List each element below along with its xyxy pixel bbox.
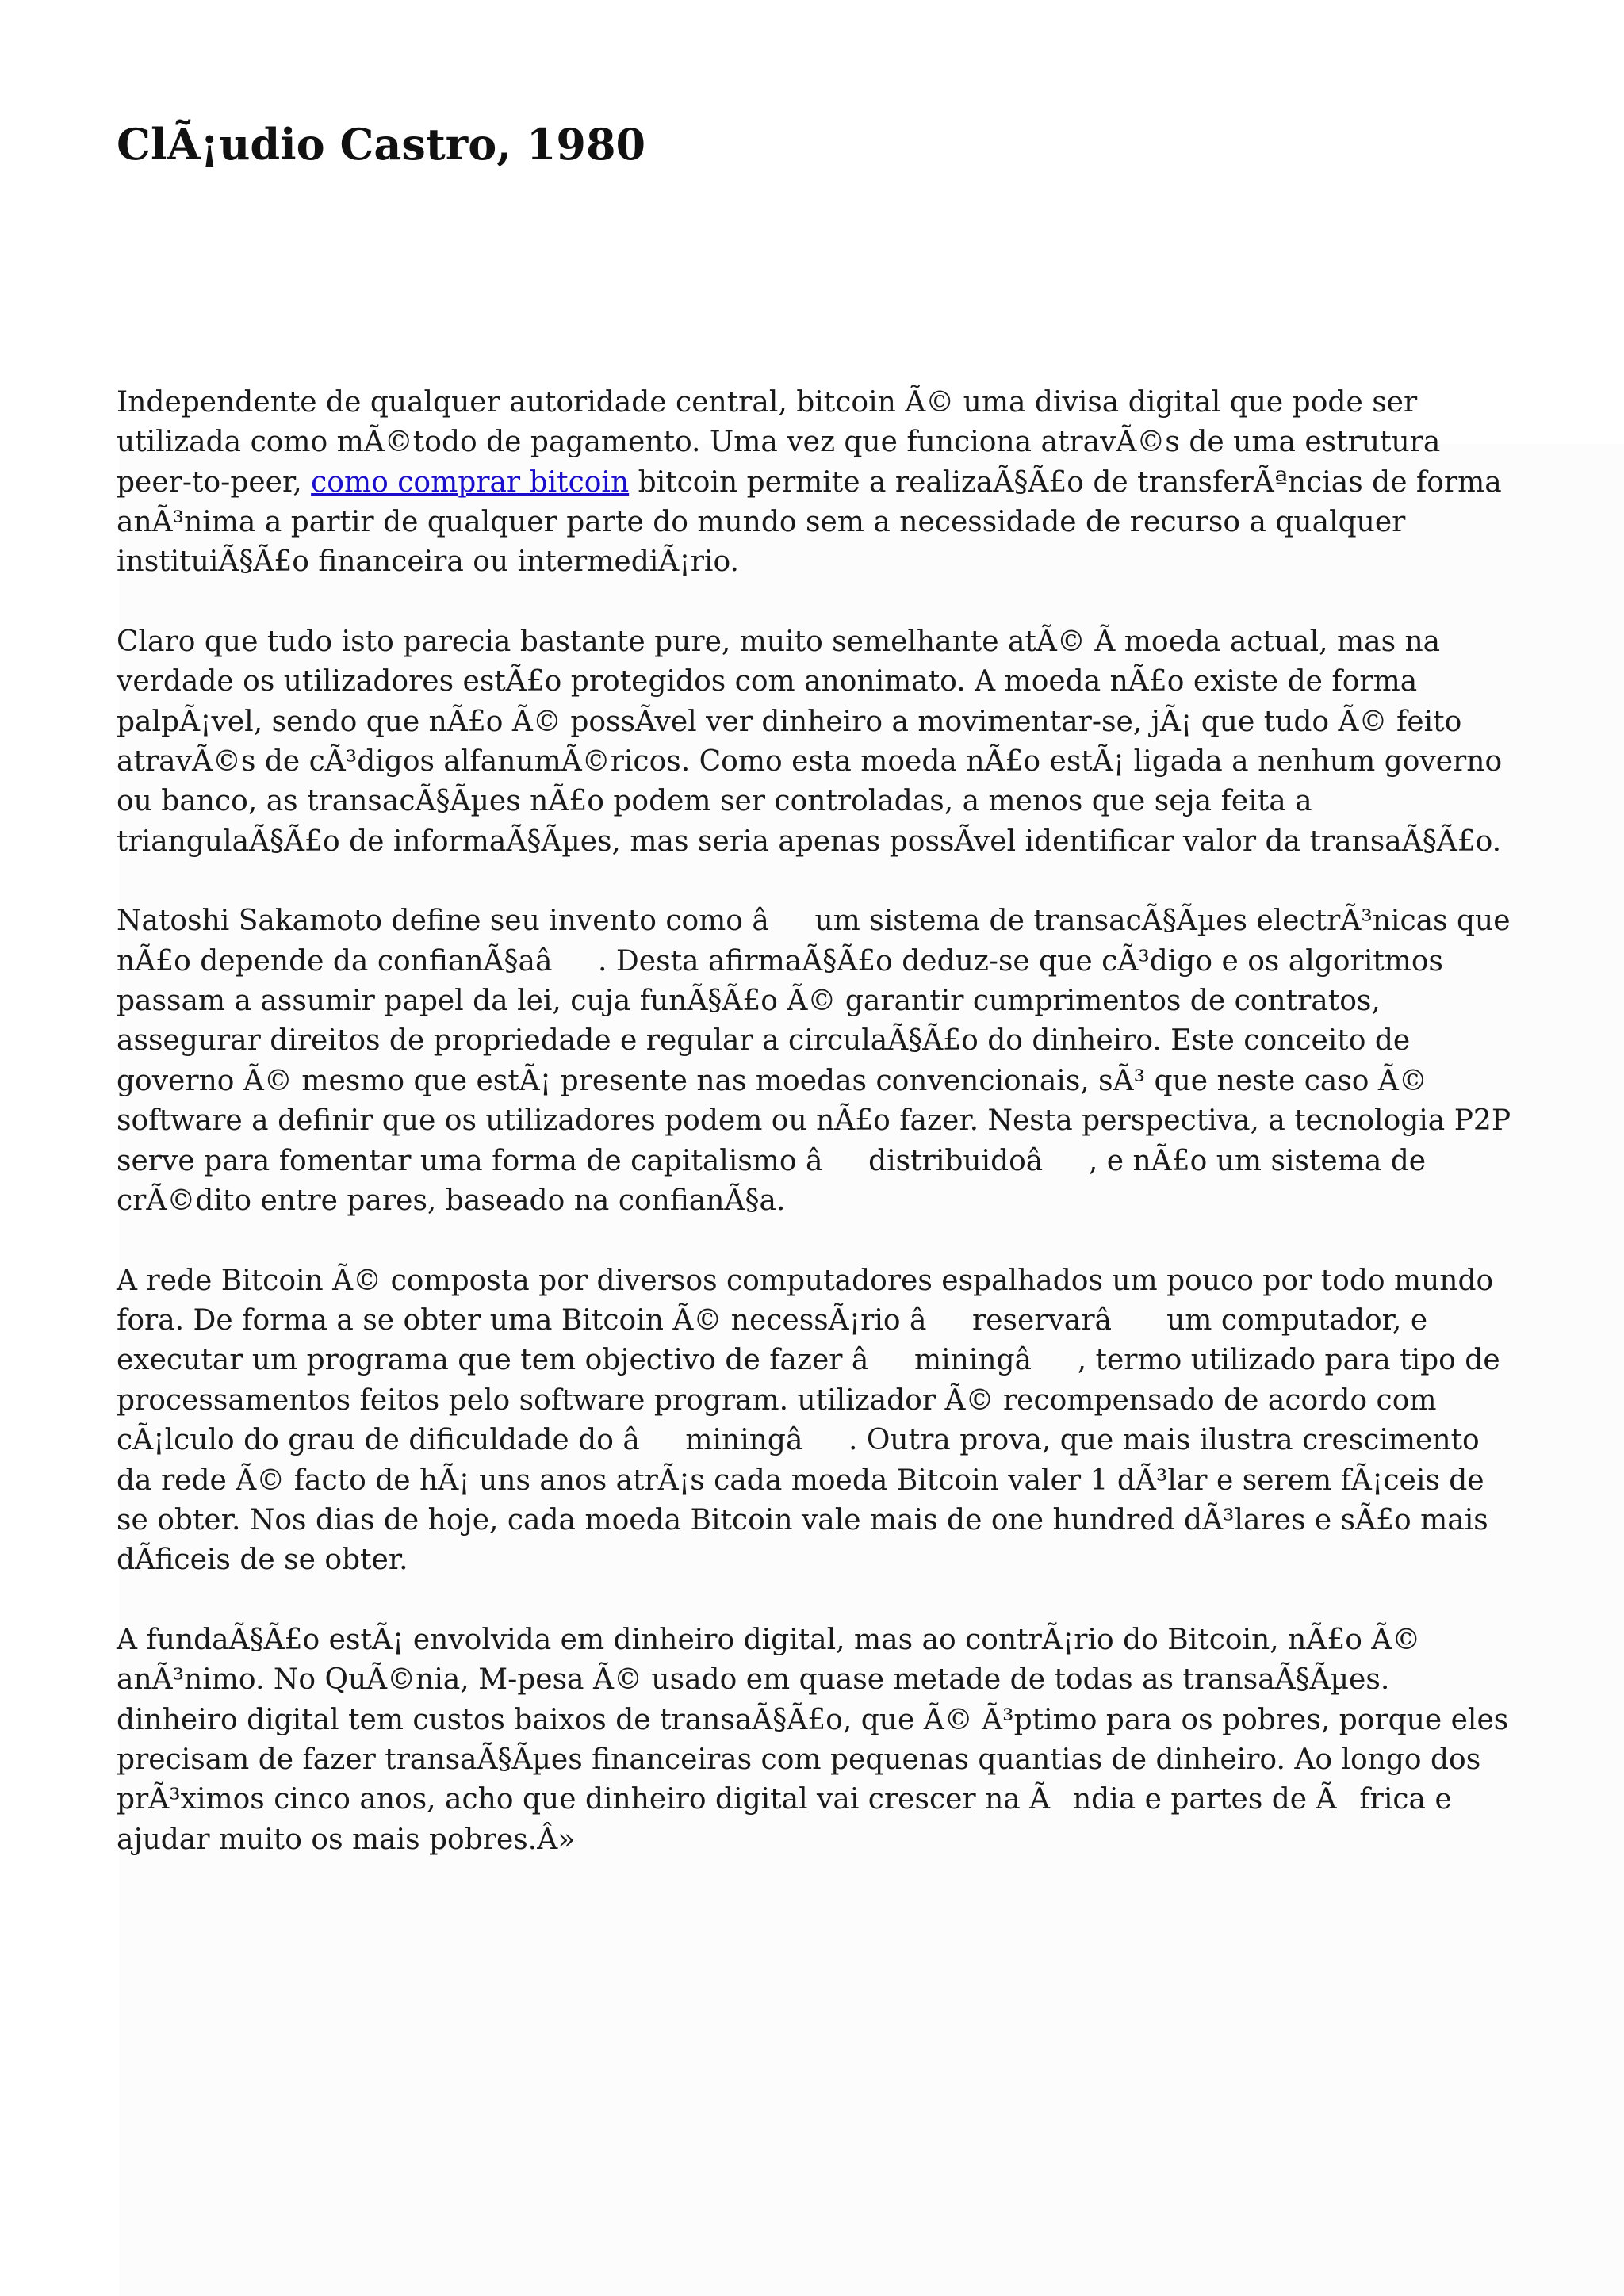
link-como-comprar-bitcoin[interactable]: como comprar bitcoin (311, 465, 630, 499)
paragraph-1 (117, 383, 1512, 583)
paragraph-5: A fundaÃ§Ã£o estÃ¡ envolvida em dinheiro digital, mas ao contrÃ¡rio do Bitcoin, nÃ£o Ã© anÃ³nimo. No QuÃ©nia, M-pesa Ã© usado em quase metade de todas as transaÃ§Ãµes. dinheiro digital tem custos baixos de transaÃ§Ã£o, que Ã© Ã³ptimo para os pobres, porque eles precisam de fazer transaÃ§Ãµes financeiras com pequenas quantias de dinheiro. Ao longo dos prÃ³ximos cinco anos, acho que dinheiro digital vai crescer na Ãndia e partes de Ãfrica e ajudar muito os mais pobres.Â» (117, 1623, 1509, 1856)
paragraph-2: Claro que tudo isto parecia bastante pure, muito semelhante atÃ© Ã moeda actual, mas na verdade os utilizadores estÃ£o protegidos com anonimato. A moeda nÃ£o existe de forma palpÃ¡vel, sendo que nÃ£o Ã© possÃvel ver dinheiro a movimentar-se, jÃ¡ que tudo Ã© feito atravÃ©s de cÃ³digos alfanumÃ©ricos. Como esta moeda nÃ£o estÃ¡ ligada a nenhum governo ou banco, as transacÃ§Ãµes nÃ£o podem ser controladas, a menos que seja feita a triangulaÃ§Ã£o de informaÃ§Ãµes, mas seria apenas possÃvel identificar valor da transaÃ§Ã£o. (117, 625, 1503, 858)
paragraph-4: A rede Bitcoin Ã© composta por diversos computadores espalhados um pouco por todo mundo fora. De forma a se obter uma Bitcoin Ã© necessÃ¡rio âreservarâ um computador, e executar um programa que tem objectivo de fazer âminingâ, termo utilizado para tipo de processamentos feitos pelo software program. utilizador Ã© recompensado de acordo com cÃ¡lculo do grau de dificuldade do âminingâ. Outra prova, que mais ilustra crescimento da rede Ã© facto de hÃ¡ uns anos atrÃ¡s cada moeda Bitcoin valer 1 dÃ³lar e serem fÃ¡ceis de se obter. Nos dias de hoje, cada moeda Bitcoin vale mais de one hundred dÃ³lares e sÃ£o mais dÃficeis de se obter. (117, 1264, 1500, 1577)
paragraph-3: Natoshi Sakamoto define seu invento como âum sistema de transacÃ§Ãµes electrÃ³nicas que nÃ£o depende da confianÃ§aâ. Desta afirmaÃ§Ã£o deduz-se que cÃ³digo e os algoritmos passam a assumir papel da lei, cuja funÃ§Ã£o Ã© garantir cumprimentos de contratos, assegurar direitos de propriedade e regular a circulaÃ§Ã£o do dinheiro. Este conceito de governo Ã© mesmo que estÃ¡ presente nas moedas convencionais, sÃ³ que neste caso Ã© software a definir que os utilizadores podem ou nÃ£o fazer. Nesta perspectiva, a tecnologia P2P serve para fomentar uma forma de capitalismo âdistribuidoâ, e nÃ£o um sistema de crÃ©dito entre pares, baseado na confianÃ§a. (117, 905, 1511, 1218)
article-body (117, 383, 1512, 1860)
paragraph-text: Independente de qualquer autoridade central, bitcoin Ã© uma divisa digital que pode ser utilizada como mÃ©todo de pagamento. Uma vez que funciona atravÃ©s de uma estrutura peer-to-peer, (117, 385, 1441, 499)
paragraph-text: bitcoin permite a realizaÃ§Ã£o de transferÃªncias de forma anÃ³nima a partir de qualquer parte do mundo sem a necessidade de recurso a qualquer instituiÃ§Ã£o financeira ou intermediÃ¡rio. (117, 465, 1502, 579)
article (117, 119, 1512, 1900)
page-title: ClÃ¡udio Castro, 1980 (117, 119, 646, 170)
